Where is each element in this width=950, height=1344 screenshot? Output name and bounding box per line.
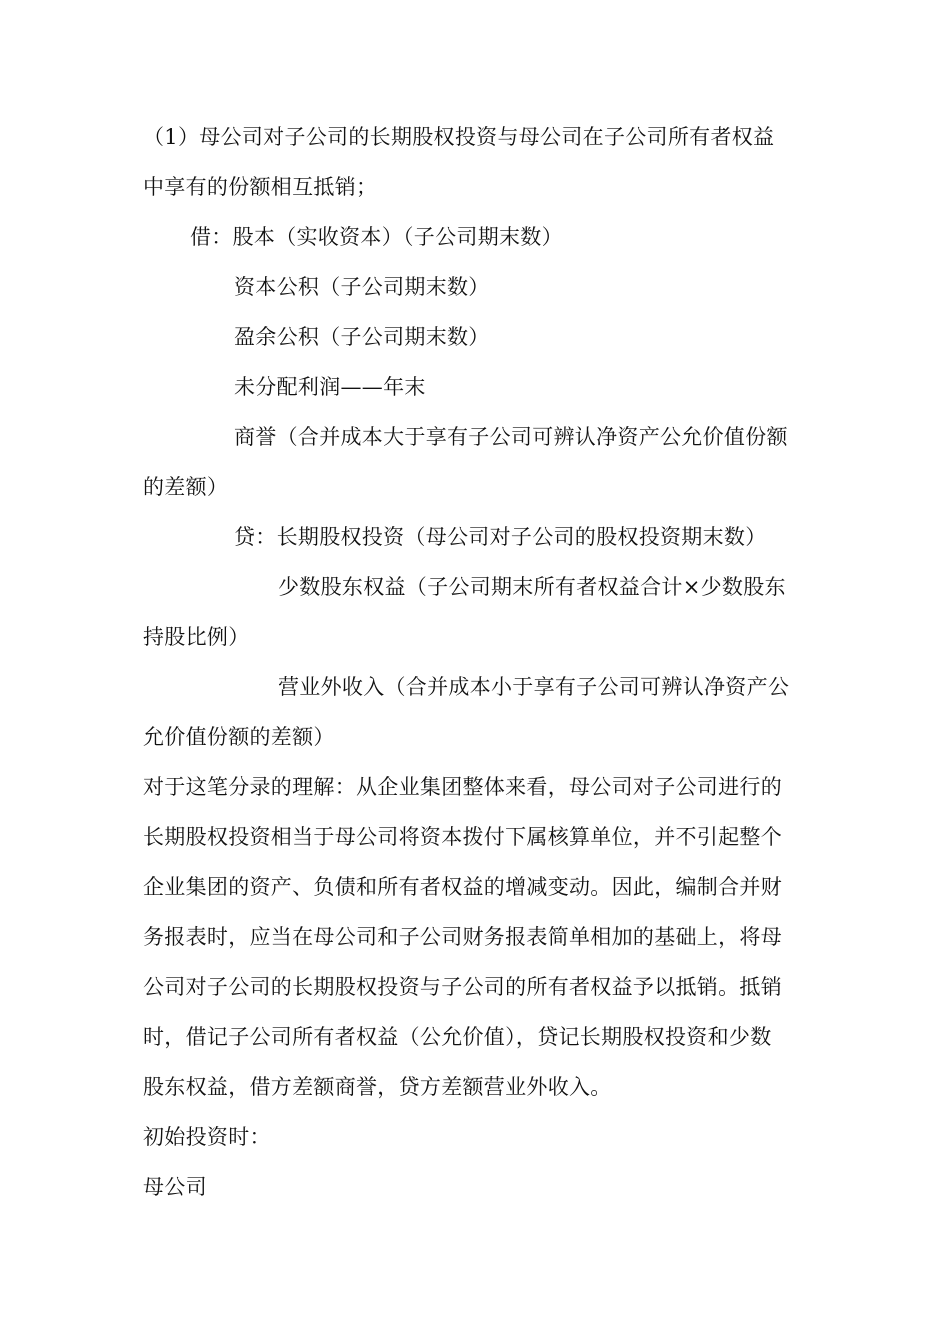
entry-goodwill-cont: 的差额）: [143, 475, 229, 499]
explanation-line-5: 公司对子公司的长期股权投资与子公司的所有者权益予以抵销。抵销: [143, 975, 782, 999]
explanation-line-1: 对于这笔分录的理解：从企业集团整体来看，母公司对子公司进行的: [143, 775, 782, 799]
paragraph-line-1: （1）母公司对子公司的长期股权投资与母公司在子公司所有者权益: [143, 125, 775, 149]
entry-capital-reserve: 资本公积（子公司期末数）: [234, 275, 490, 299]
initial-investment-heading: 初始投资时：: [143, 1125, 271, 1149]
credit-line: 贷：长期股权投资（母公司对子公司的股权投资期末数）: [234, 525, 767, 549]
entry-goodwill: 商誉（合并成本大于享有子公司可辨认净资产公允价值份额: [234, 425, 788, 449]
paragraph-line-2: 中享有的份额相互抵销；: [143, 175, 378, 199]
entry-surplus-reserve: 盈余公积（子公司期末数）: [234, 325, 490, 349]
entry-minority-interest: 少数股东权益（子公司期末所有者权益合计×少数股东: [278, 575, 786, 599]
explanation-line-3: 企业集团的资产、负债和所有者权益的增减变动。因此，编制合并财: [143, 875, 782, 899]
explanation-line-2: 长期股权投资相当于母公司将资本拨付下属核算单位，并不引起整个: [143, 825, 782, 849]
parent-company-label: 母公司: [143, 1175, 207, 1199]
explanation-line-4: 务报表时，应当在母公司和子公司财务报表简单相加的基础上，将母: [143, 925, 782, 949]
entry-minority-interest-cont: 持股比例）: [143, 625, 250, 649]
explanation-line-7: 股东权益，借方差额商誉，贷方差额营业外收入。: [143, 1075, 612, 1099]
entry-non-operating-income-cont: 允价值份额的差额）: [143, 725, 335, 749]
explanation-line-6: 时，借记子公司所有者权益（公允价值），贷记长期股权投资和少数: [143, 1025, 772, 1049]
debit-line: 借：股本（实收资本）（子公司期末数）: [190, 225, 563, 249]
entry-non-operating-income: 营业外收入（合并成本小于享有子公司可辨认净资产公: [278, 675, 790, 699]
entry-undistributed-profit: 未分配利润——年末: [234, 375, 426, 399]
